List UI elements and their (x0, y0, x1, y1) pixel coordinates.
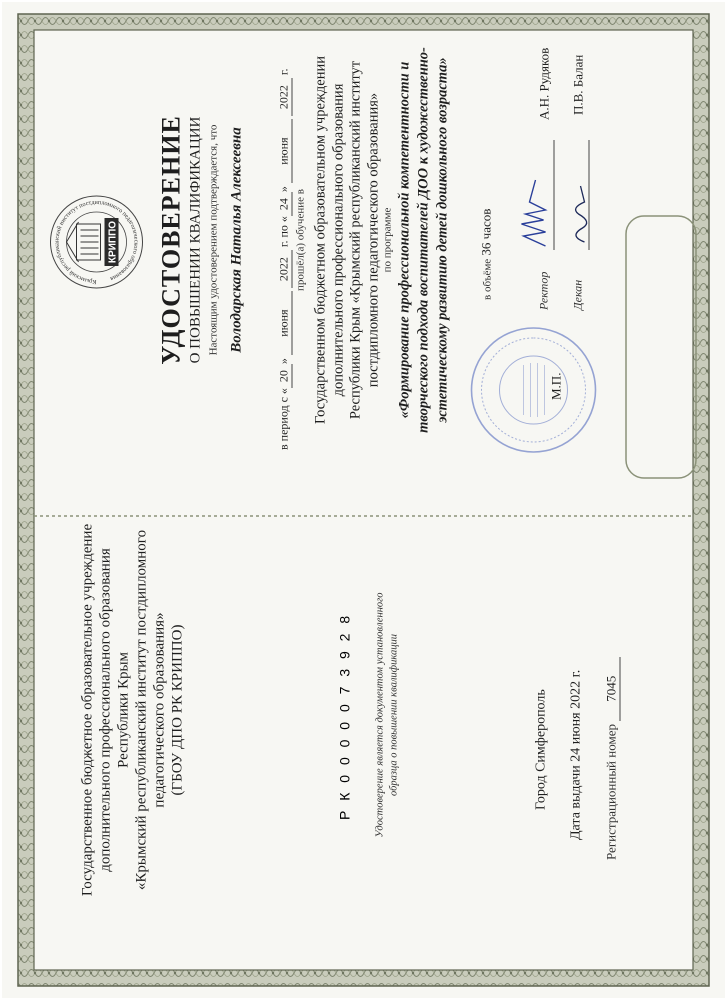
note-line: образца о повышении квалификации (388, 633, 399, 797)
program-title (395, 25, 452, 455)
document-note (373, 520, 401, 910)
issuer-organization (78, 480, 186, 940)
passed-text: прошёл(а) обучение в (294, 189, 306, 291)
year-to: 2022 (276, 78, 292, 116)
stamp-place-mark: М.П. (548, 372, 563, 400)
city-value: Симферополь (533, 689, 548, 772)
rector-signature (515, 170, 555, 250)
program-line: эстетическому развитию детей дошкольного возраста» (434, 57, 450, 423)
sep: » (276, 358, 290, 365)
institution-line: дополнительного профессионального образования (329, 83, 346, 397)
org-line: (ГБОУ ДПО РК КРИППО) (169, 624, 185, 796)
volume-value: 36 часов (478, 208, 493, 256)
day-to: 24 (276, 192, 292, 216)
org-line: дополнительного профессионального образования (97, 548, 113, 872)
org-line: «Крымский республиканский институт постдипломного (133, 529, 149, 891)
training-period (276, 69, 292, 451)
confirm-text: Настоящим удостоверением подтверждается, что (207, 124, 219, 356)
issue-date-value: 24 июня 2022 г. (568, 669, 583, 762)
recipient-name: Володарская Наталья Алексеевна (228, 127, 244, 353)
certificate-title: УДОСТОВЕРЕНИЕ (156, 115, 185, 365)
logo-seal (48, 194, 144, 290)
registration-row (603, 657, 620, 860)
issue-date-label: Дата выдачи (568, 765, 583, 840)
institution-line: Республики Крым «Крымский республиканский институт (347, 60, 363, 420)
dean-signature (562, 178, 596, 248)
year-from: 2022 (276, 250, 292, 288)
rector-name: А.Н. Рудяков (536, 47, 551, 120)
org-line: Республики Крым (115, 651, 131, 769)
month-to: июня (276, 119, 292, 183)
org-line: Государственное бюджетное образовательное учреждение (79, 523, 95, 897)
institution-block (312, 25, 382, 455)
volume-row (478, 209, 494, 300)
period-suffix: г. (276, 68, 290, 76)
period-mid: г. по « (276, 216, 290, 248)
institution-line: постдипломного педагогического образования» (364, 92, 381, 388)
registration-number: 7045 (603, 657, 620, 721)
rector-label: Ректор (536, 271, 550, 310)
program-line: «Формирование профессиональной компетентности и (396, 61, 412, 419)
org-line: педагогического образования» (151, 612, 167, 808)
sep: » (276, 186, 290, 193)
official-stamp (468, 325, 598, 455)
program-label: по программе (381, 207, 393, 273)
certificate-subtitle: О ПОВЫШЕНИИ КВАЛИФИКАЦИИ (187, 116, 203, 364)
city-label: Город (533, 775, 548, 810)
day-from: 20 (276, 364, 292, 388)
logo-ring-text: Крымский республиканский институт постдипломного педагогического образования (52, 198, 140, 286)
note-line: Удостоверение является документом установленного (374, 592, 385, 838)
city-row (533, 689, 549, 810)
dean-label: Декан (570, 279, 584, 310)
dean-name: П.В. Балан (570, 54, 585, 115)
serial-number: Р К 0 0 0 0 0 7 3 9 2 8 (336, 612, 352, 820)
volume-label: в объёме (481, 258, 493, 300)
institution-line: Государственном бюджетном образовательном учреждении (312, 55, 328, 425)
registration-label: Регистрационный номер (603, 724, 618, 860)
logo-text: КРИППО (107, 220, 118, 264)
program-line: творческого подхода воспитателей ДОО к художественно- (415, 47, 431, 433)
issue-row (568, 670, 584, 840)
month-from: июня (276, 291, 292, 355)
period-prefix: в период с « (276, 388, 290, 450)
